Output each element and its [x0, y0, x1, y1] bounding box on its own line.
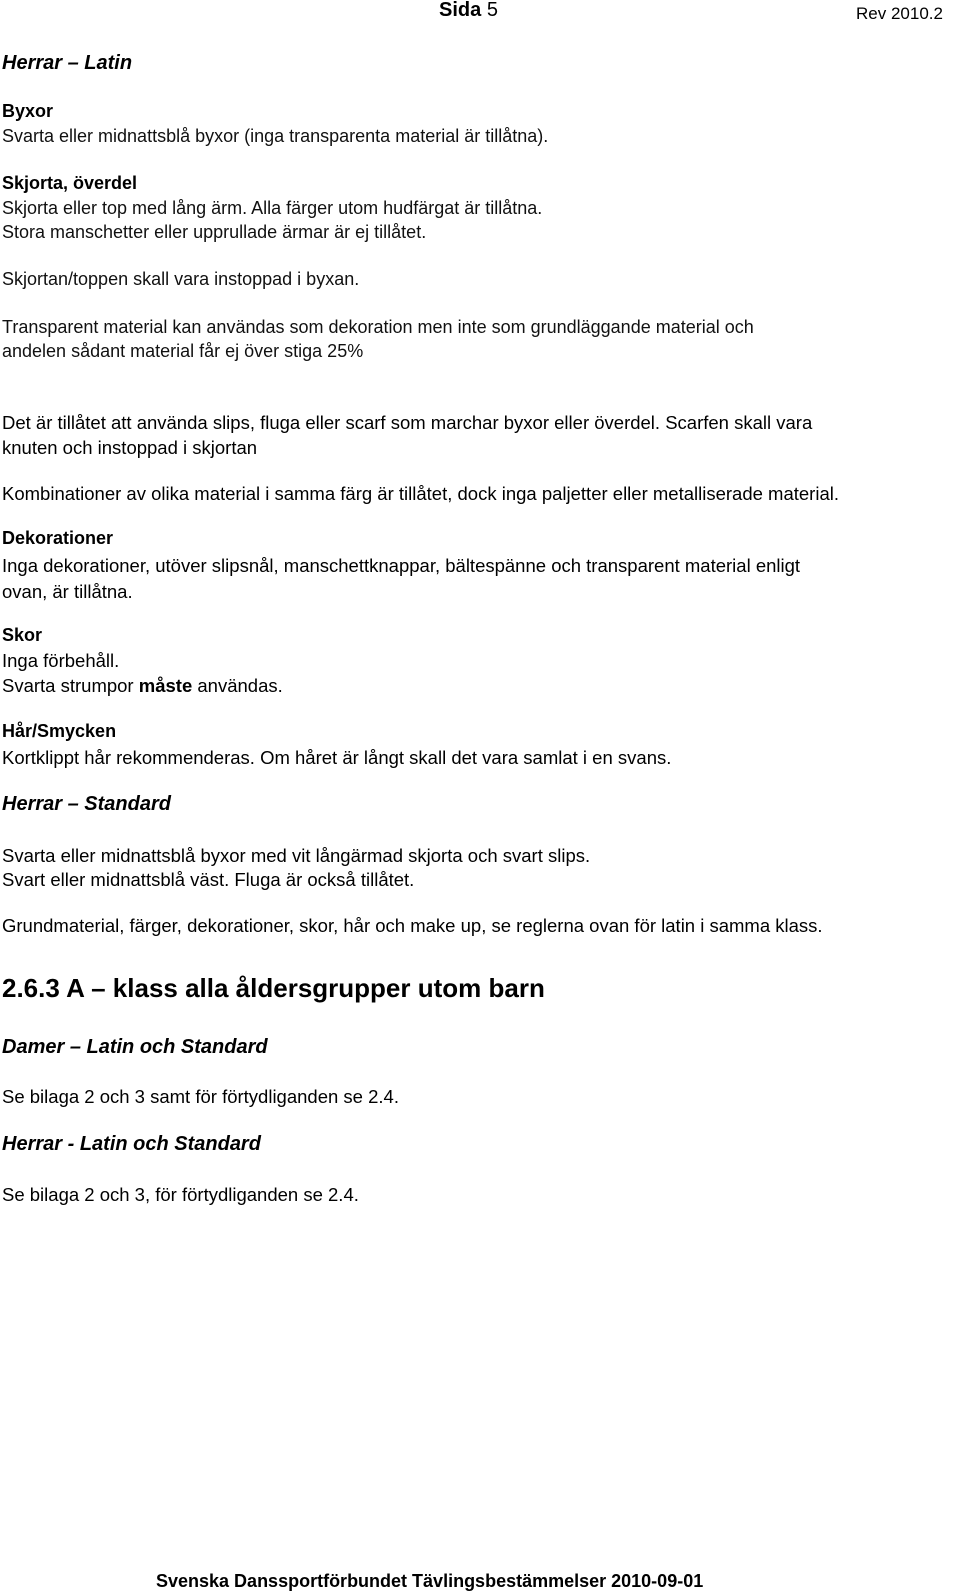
text-standard-1: Svarta eller midnattsblå byxor med vit långärmad skjorta och svart slips.	[2, 845, 591, 866]
text-dekorationer-2: ovan, är tillåtna.	[2, 581, 133, 602]
section-title-a-klass: 2.6.3 A – klass alla åldersgrupper utom barn	[2, 973, 545, 1003]
heading-dekorationer: Dekorationer	[2, 528, 114, 548]
text-dekorationer-1: Inga dekorationer, utöver slipsnål, manschettknappar, bältespänne och transparent material enligt	[2, 555, 801, 576]
heading-byxor: Byxor	[2, 101, 54, 121]
subsection-title-herrar: Herrar - Latin och Standard	[2, 1133, 261, 1155]
text-standard-3: Grundmaterial, färger, dekorationer, skor, hår och make up, se reglerna ovan för latin i samma klass.	[2, 915, 823, 936]
text-skor-2: Svarta strumpor måste användas.	[2, 675, 283, 696]
revision-label: Rev 2010.2	[856, 4, 943, 23]
section-title-herrar-standard: Herrar – Standard	[2, 793, 171, 815]
page-number: Sida 5	[439, 0, 498, 21]
text-skor-1: Inga förbehåll.	[2, 650, 120, 671]
text-har: Kortklippt hår rekommenderas. Om håret är långt skall det vara samlat i en svans.	[2, 747, 672, 768]
text-kombination: Kombinationer av olika material i samma färg är tillåtet, dock inga paljetter eller metalliserade material.	[2, 483, 839, 504]
page-footer: Svenska Danssportförbundet Tävlingsbestämmelser 2010-09-01	[156, 1571, 704, 1591]
text-slips-1: Det är tillåtet att använda slips, fluga eller scarf som marchar byxor eller överdel. Scarfen skall vara	[2, 412, 813, 433]
section-title-herrar-latin: Herrar – Latin	[2, 52, 133, 74]
text-transparent-1: Transparent material kan användas som dekoration men inte som grundläggande material och	[2, 317, 754, 337]
text-skjorta-2: Stora manschetter eller upprullade ärmar är ej tillåtet.	[2, 222, 427, 242]
text-slips-2: knuten och instoppad i skjortan	[2, 437, 258, 458]
text-byxor: Svarta eller midnattsblå byxor (inga transparenta material är tillåtna).	[2, 126, 549, 146]
text-standard-2: Svart eller midnattsblå väst. Fluga är också tillåtet.	[2, 869, 415, 890]
heading-har: Hår/Smycken	[2, 721, 117, 741]
text-skjorta-3: Skjortan/toppen skall vara instoppad i byxan.	[2, 269, 360, 289]
heading-skor: Skor	[2, 625, 43, 645]
text-skjorta-1: Skjorta eller top med lång ärm. Alla färger utom hudfärgat är tillåtna.	[2, 198, 543, 218]
heading-skjorta: Skjorta, överdel	[2, 173, 138, 193]
text-transparent-2: andelen sådant material får ej över stiga 25%	[2, 341, 364, 361]
subsection-title-damer: Damer – Latin och Standard	[2, 1036, 268, 1058]
text-damer: Se bilaga 2 och 3 samt för förtydliganden se 2.4.	[2, 1086, 399, 1107]
text-herrar: Se bilaga 2 och 3, för förtydliganden se 2.4.	[2, 1184, 359, 1205]
